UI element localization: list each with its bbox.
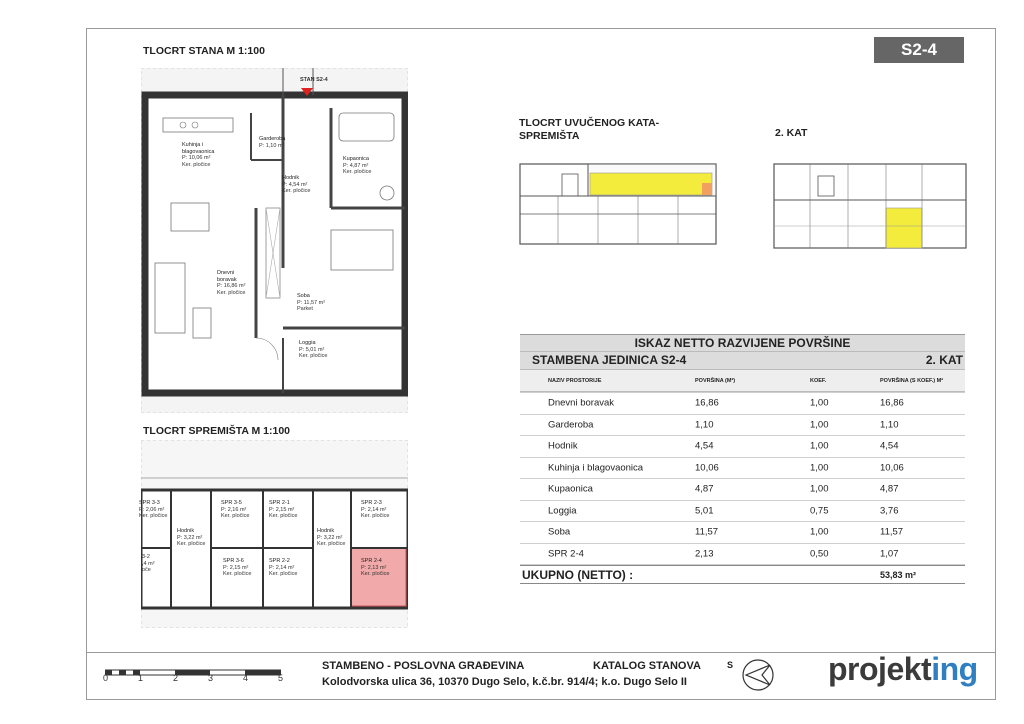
room-name: Garderoba	[259, 136, 286, 142]
room-area: P: 16,86 m²	[217, 283, 246, 289]
room-name: SPR 2-1	[269, 500, 290, 506]
room-area: P: 3,22 m²	[177, 534, 203, 541]
key-plan-recessed-drawing	[518, 156, 718, 251]
scale-num-1: 1	[138, 673, 144, 683]
table-title: ISKAZ NETTO RAZVIJENE POVRŠINE	[520, 334, 965, 351]
edge-label-name: 3-2	[142, 554, 150, 560]
storage-label-spr-3-3	[139, 500, 167, 520]
room-finish: Ker. pločice	[343, 169, 372, 175]
room-finish: Ker. pločice	[269, 571, 298, 577]
cell-area: 4,54	[695, 440, 714, 452]
room-label-bedroom	[297, 293, 325, 313]
table-row	[520, 436, 965, 458]
cell-area: 11,57	[695, 526, 719, 538]
cell-coef: 1,00	[810, 419, 829, 431]
cell-area: 4,87	[695, 483, 714, 495]
room-name: Loggia	[299, 340, 316, 346]
table-total-row	[520, 565, 965, 584]
storage-label-hallway-right	[317, 528, 345, 548]
scale-bar-drawing	[105, 669, 281, 677]
room-finish: Ker. pločice	[182, 161, 211, 168]
key-plan-2nd-floor	[772, 160, 968, 252]
table-row	[520, 522, 965, 544]
key-plan-recessed-floor	[518, 156, 718, 251]
table-row	[520, 392, 965, 415]
storage-floor-plan	[141, 440, 408, 628]
room-area: P: 1,10 m²	[259, 142, 285, 149]
room-area: P: 2,14 m²	[269, 564, 295, 571]
table-row	[520, 501, 965, 523]
room-area: P: 4,54 m²	[282, 181, 308, 188]
table-header-row	[520, 369, 965, 392]
room-area: P: 5,01 m²	[299, 346, 325, 353]
storage-label-spr-2-4	[361, 558, 389, 578]
table-row	[520, 458, 965, 480]
room-area: P: 2,15 m²	[223, 564, 249, 571]
room-finish: Ker. pločice	[269, 513, 298, 519]
north-label: S	[727, 660, 734, 670]
scale-num-5: 5	[278, 673, 284, 683]
cell-coef: 0,50	[810, 548, 829, 560]
room-label-hallway	[282, 175, 310, 195]
project-address: Kolodvorska ulica 36, 10370 Dugo Selo, k.č.br. 914/4; k.o. Dugo Selo II	[322, 676, 687, 688]
cell-area-coef: 11,57	[880, 526, 904, 538]
apartment-floor-plan	[141, 68, 408, 413]
room-name: SPR 3-3	[139, 500, 160, 506]
north-arrow-icon	[740, 657, 776, 693]
cell-area-coef: 16,86	[880, 397, 904, 409]
cell-area: 10,06	[695, 462, 719, 474]
company-logo	[828, 651, 978, 688]
scale-num-0: 0	[103, 673, 109, 683]
table-row	[520, 479, 965, 501]
area-table	[520, 334, 965, 584]
room-name: Kupaonica	[343, 156, 369, 162]
room-name: Hodnik	[177, 528, 195, 534]
cell-coef: 1,00	[810, 483, 829, 495]
total-label: UKUPNO (NETTO) :	[522, 568, 634, 582]
apartment-plan-title: TLOCRT STANA M 1:100	[143, 45, 265, 57]
cell-room-name: SPR 2-4	[548, 548, 584, 560]
room-area: P: 2,06 m²	[139, 506, 165, 513]
room-area: P: 2,15 m²	[269, 506, 295, 513]
header-coef: KOEF.	[810, 377, 827, 384]
project-name: STAMBENO - POSLOVNA GRAĐEVINA	[322, 660, 525, 672]
room-finish: Ker. pločice	[299, 353, 328, 359]
cell-room-name: Kuhinja i blagovaonica	[548, 462, 644, 474]
cell-area-coef: 10,06	[880, 462, 904, 474]
room-finish: Ker. pločice	[223, 571, 252, 577]
room-name: SPR 2-2	[269, 558, 290, 564]
scale-num-3: 3	[208, 673, 214, 683]
room-area: P: 3,22 m²	[317, 534, 343, 541]
storage-label-hallway-left	[177, 528, 205, 548]
unit-name: STAMBENA JEDINICA S2-4	[532, 353, 687, 367]
room-label-living-room	[217, 270, 245, 296]
cell-room-name: Kupaonica	[548, 483, 593, 495]
room-finish: Ker. pločice	[361, 571, 390, 577]
scale-num-4: 4	[243, 673, 249, 683]
cell-room-name: Hodnik	[548, 440, 578, 452]
room-label-loggia	[299, 340, 327, 360]
room-finish: Ker. pločice	[317, 541, 346, 547]
room-finish: Ker. pločice	[139, 513, 168, 519]
cell-coef: 1,00	[810, 440, 829, 452]
room-finish: Ker. pločice	[217, 289, 246, 296]
table-row	[520, 415, 965, 437]
room-name: SPR 2-4	[361, 558, 382, 564]
room-area: P: 2,14 m²	[361, 506, 387, 513]
unit-floor: 2. KAT	[925, 353, 963, 367]
room-label-kitchen	[182, 142, 214, 168]
room-name: SPR 3-5	[221, 500, 242, 506]
storage-label-spr-2-3	[361, 500, 389, 520]
room-area: P: 10,06 m²	[182, 155, 211, 161]
header-area: POVRŠINA (M²)	[695, 377, 736, 384]
unit-badge: S2-4	[874, 37, 964, 63]
cell-area-coef: 1,10	[880, 419, 899, 431]
key-plan-floor-drawing	[772, 160, 968, 252]
room-finish: Ker. pločice	[221, 513, 250, 519]
cell-coef: 1,00	[810, 397, 829, 409]
floor-title: 2. KAT	[775, 127, 808, 139]
edge-label-finish: oče	[142, 567, 151, 573]
cell-room-name: Loggia	[548, 505, 577, 517]
room-label-bathroom	[343, 156, 371, 176]
cell-coef: 0,75	[810, 505, 829, 517]
total-value: 53,83 m²	[880, 570, 917, 580]
cell-room-name: Soba	[548, 526, 571, 538]
room-finish: Parket	[297, 306, 313, 312]
room-area: P: 11,57 m²	[297, 299, 326, 306]
room-finish: Ker. pločice	[282, 188, 311, 194]
logo-main-text: projekt	[828, 651, 932, 687]
cell-area-coef: 1,07	[880, 548, 899, 560]
storage-edge-label	[142, 554, 155, 574]
room-finish: Ker. pločice	[177, 541, 206, 547]
cell-area: 2,13	[695, 548, 714, 560]
room-name: Dnevni boravak	[217, 270, 237, 283]
apartment-plan-drawing	[141, 68, 408, 413]
storage-label-spr-2-1	[269, 500, 297, 520]
table-unit-row	[520, 351, 965, 369]
cell-room-name: Dnevni boravak	[548, 397, 615, 409]
room-area: P: 2,16 m²	[221, 506, 247, 513]
cell-area: 16,86	[695, 397, 719, 409]
cell-room-name: Garderoba	[548, 419, 594, 431]
edge-label-area: ,4 m²	[142, 560, 155, 567]
storage-label-spr-3-6	[223, 558, 251, 578]
cell-area-coef: 4,87	[880, 483, 899, 495]
cell-area: 5,01	[695, 505, 714, 517]
storage-label-spr-3-5	[221, 500, 249, 520]
table-row	[520, 544, 965, 566]
scale-num-2: 2	[173, 673, 179, 683]
room-name: SPR 3-6	[223, 558, 244, 564]
logo-accent-text: ing	[931, 651, 978, 687]
room-label-wardrobe	[259, 136, 285, 149]
storage-label-spr-2-2	[269, 558, 297, 578]
north-arrow-drawing	[740, 657, 776, 693]
room-finish: Ker. pločice	[361, 513, 390, 519]
room-name: Hodnik	[282, 175, 300, 181]
cell-area-coef: 4,54	[880, 440, 899, 452]
room-name: SPR 2-3	[361, 500, 382, 506]
storage-plan-title: TLOCRT SPREMIŠTA M 1:100	[143, 425, 291, 437]
cell-area: 1,10	[695, 419, 714, 431]
cell-coef: 1,00	[810, 526, 829, 538]
catalog-label: KATALOG STANOVA	[593, 660, 701, 672]
room-area: P: 4,87 m²	[343, 162, 369, 169]
cell-coef: 1,00	[810, 462, 829, 474]
cell-area-coef: 3,76	[880, 505, 899, 517]
scale-bar	[105, 664, 281, 670]
room-name: Kuhinja i blagovaonica	[182, 142, 215, 155]
room-name: Hodnik	[317, 528, 335, 534]
header-room-name: NAZIV PROSTORIJE	[548, 377, 602, 384]
recessed-floor-title: TLOCRT UVUČENOG KATA- SPREMIŠTA	[519, 117, 660, 142]
entrance-label: STAN S2-4	[300, 77, 328, 83]
table-body	[520, 392, 965, 565]
header-area-coef: POVRŠINA (S KOEF.) M²	[880, 377, 944, 384]
room-name: Soba	[297, 293, 310, 299]
room-area: P: 2,13 m²	[361, 564, 387, 571]
